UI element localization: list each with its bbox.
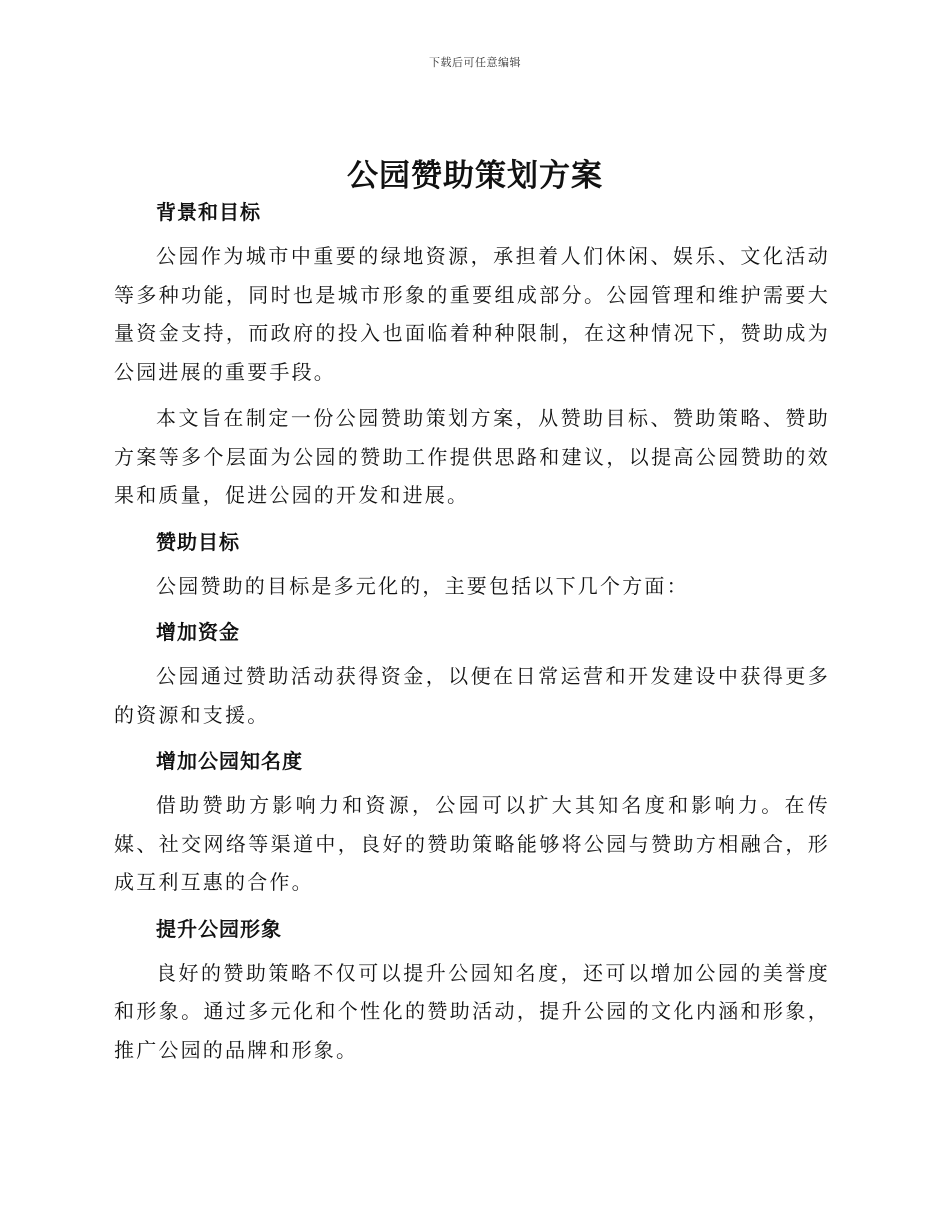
- paragraph: 良好的赞助策略不仅可以提升公园知名度，还可以增加公园的美誉度和形象。通过多元化和个性化的赞助活动，提升公园的文化内涵和形象，推广公园的品牌和形象。: [114, 960, 830, 1062]
- section-background: [114, 195, 830, 515]
- section-improve-image: [114, 912, 830, 1070]
- paragraph: 公园赞助的目标是多元化的，主要包括以下几个方面：: [156, 573, 689, 598]
- paragraph: 公园作为城市中重要的绿地资源，承担着人们休闲、娱乐、文化活动等多种功能，同时也是城市形象的重要组成部分。公园管理和维护需要大量资金支持，而政府的投入也面临着种种限制，在这种情况下，赞助成为公园进展的重要手段。: [114, 244, 830, 384]
- section-heading: 增加资金: [156, 620, 240, 644]
- paragraph: 本文旨在制定一份公园赞助策划方案，从赞助目标、赞助策略、赞助方案等多个层面为公园的赞助工作提供思路和建议，以提高公园赞助的效果和质量，促进公园的开发和进展。: [114, 406, 830, 507]
- section-heading: 背景和目标: [156, 200, 261, 224]
- section-sponsorship-goals: [114, 525, 830, 606]
- section-increase-funds: [114, 615, 830, 734]
- section-heading: 提升公园形象: [156, 916, 282, 941]
- paragraph: 借助赞助方影响力和资源，公园可以扩大其知名度和影响力。在传媒、社交网络等渠道中，良好的赞助策略能够将公园与赞助方相融合，形成互利互惠的合作。: [114, 793, 830, 894]
- document-body: [114, 195, 830, 1069]
- document-title: 公园赞助策划方案: [347, 158, 603, 194]
- section-heading: 赞助目标: [156, 529, 240, 554]
- section-increase-awareness: [114, 744, 830, 902]
- page-header-note: 下载后可任意编辑: [429, 56, 521, 69]
- section-heading: 增加公园知名度: [156, 749, 303, 773]
- paragraph: 公园通过赞助活动获得资金，以便在日常运营和开发建设中获得更多的资源和支援。: [114, 664, 830, 727]
